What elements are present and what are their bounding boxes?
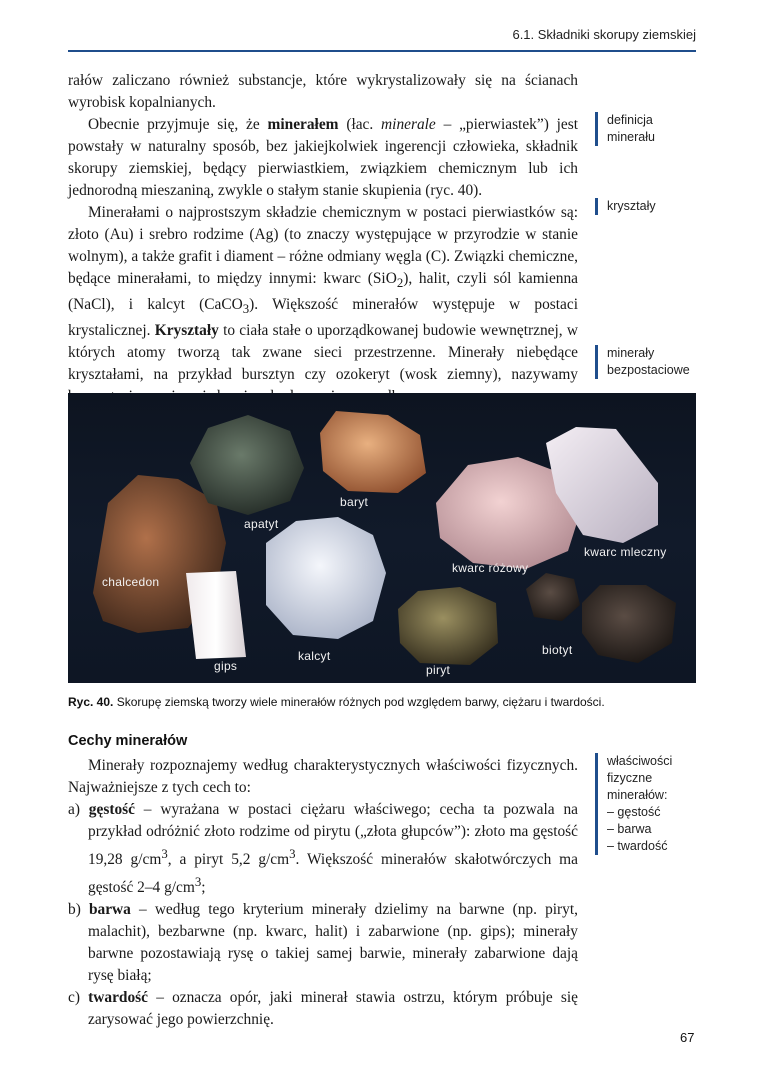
piryt-specimen: [398, 587, 498, 665]
label-chalcedon: chalcedon: [102, 575, 160, 589]
section-title: Cechy minerałów: [68, 733, 188, 749]
paragraph-crystals: Minerałami o najprostszym składzie chemicznym w postaci pierwiastków są: złoto (Au) i srebro rodzime (Ag) (to znaczy występujące w przyrodzie w stanie wolnym), a także grafit i diament – różne odmiany węgla (C). Związki chemiczne, będące minerałami, to między innymi: kwarc (SiO$_2$), halit, czyli sól kamienna (NaCl), i kalcyt (CaCO$_3$). Większość minerałów występuje w postaci krystalicznej. Kryształy to ciała stałe o uporządkowanej budowie wewnętrznej, w których atomy tworzą tak zwane sieci przestrzenne. Minerały niebędące kryształami, na przykład bursztyn czy ozokeryt (wosk ziemny), nazywamy: [68, 204, 578, 384]
biotyt-specimen-large: [582, 585, 676, 663]
label-biotyt: biotyt: [542, 643, 573, 657]
list-item-hardness: c) twardość – oznacza opór, jaki minerał stawia ostrzu, którym próbuje się zarysować jego powierzchnię.: [68, 989, 579, 1029]
body-text-top: [68, 70, 578, 408]
figure-caption: Ryc. 40. Skorupę ziemską tworzy wiele minerałów różnych pod względem barwy, ciężaru i twardości.: [68, 695, 605, 709]
list-item-color: b) barwa – według tego kryterium minerały dzielimy na barwne (np. piryt, malachit), bezbarwne (np. kwarc, halit) i zabarwione (np. gips); minerały barwne pozostawiają rysę o takiej samej barwie, minerały zabarwione dają rysę białą;: [68, 901, 578, 985]
label-gips: gips: [214, 659, 238, 673]
apatyt-specimen: [190, 415, 304, 515]
label-baryt: baryt: [340, 495, 369, 509]
kalcyt-specimen: [266, 517, 386, 639]
paragraph-mineral-definition: Obecnie przyjmuje się, że minerałem (łac. minerale – „pierwiastek”) jest powstały w naturalny sposób, bez jakiejkolwiek ingerencji człowieka, składnik skorupy ziemskiej, będący pierwiastkiem, związkiem chemicznym lub ich jednorodną mieszaniną, zwykle o stałym stanie skupienia (ryc. 40).: [68, 116, 579, 199]
label-kalcyt: kalcyt: [298, 649, 331, 663]
chapter-title: 6.1. Składniki skorupy ziemskiej: [512, 27, 696, 42]
label-kwarc-mleczny: kwarc mleczny: [584, 545, 667, 559]
section-intro: Minerały rozpoznajemy według charakterystycznych właściwości fizycznych. Najważniejsze z tych cech to:: [68, 757, 578, 796]
baryt-specimen: [320, 411, 426, 493]
list-item-density: a) gęstość – wyrażana w postaci ciężaru właściwego; cecha ta pozwala na przykład odróżnić złoto rodzime od pirytu („złota głupców”): złoto ma gęstość 19,28 $g/cm^3$, a piryt 5,2 $g/cm^3$. Większość minerałów skałotwórczych ma gęstość 2–4 $g/cm^3$;: [68, 801, 578, 897]
term-crystals: Kryształy: [154, 322, 219, 340]
biotyt-specimen-small: [526, 573, 580, 621]
margin-note-physical-properties: właściwości fizyczne minerałów: – gęstość – barwa – twardość: [595, 753, 672, 855]
figure-number: Ryc. 40.: [68, 695, 114, 709]
minerals-photo: [68, 393, 696, 683]
margin-note-amorphous: minerały bezpostaciowe: [595, 345, 690, 379]
properties-list: [68, 755, 578, 1031]
paragraph-continuation: rałów zaliczano również substancje, które wykrystalizowały się na ścianach wyrobisk kopalnianych.: [68, 72, 578, 111]
label-piryt: piryt: [426, 663, 451, 677]
term-mineral: minerałem: [267, 116, 339, 133]
margin-note-crystals: kryształy: [595, 198, 656, 215]
page-header: [68, 24, 696, 52]
page-number: 67: [680, 1030, 695, 1045]
label-kwarc-rozowy: kwarc różowy: [452, 561, 529, 575]
label-apatyt: apatyt: [244, 517, 279, 531]
term-latin: minerale: [381, 116, 436, 133]
minerals-illustration: [68, 393, 696, 683]
margin-note-mineral-definition: definicja minerału: [595, 112, 655, 146]
gips-specimen: [186, 571, 246, 659]
